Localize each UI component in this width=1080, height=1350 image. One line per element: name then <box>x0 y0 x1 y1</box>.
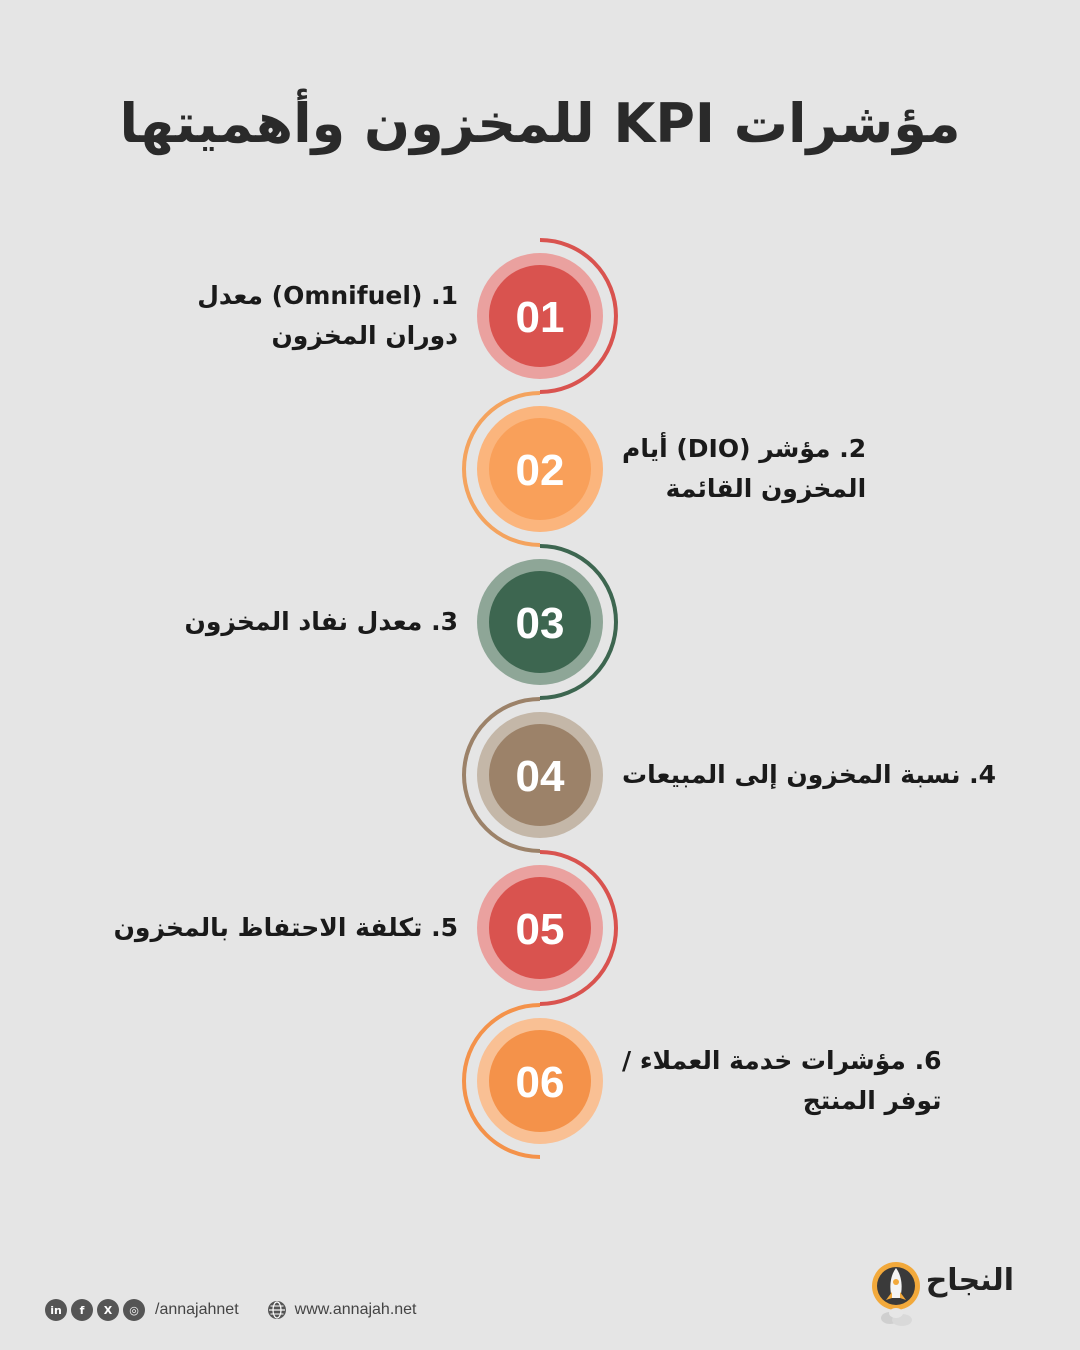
globe-icon <box>267 1300 287 1320</box>
linkedin-icon[interactable]: in <box>45 1299 67 1321</box>
brand-name: النجاح <box>925 1263 1014 1298</box>
kpi-label-04 <box>622 755 996 795</box>
x-icon[interactable]: X <box>97 1299 119 1321</box>
step-number: 01 <box>515 293 565 342</box>
kpi-label-03 <box>185 602 459 642</box>
kpi-label-line: 1. (Omnifuel) معدل <box>197 281 458 310</box>
kpi-step-05 <box>477 852 616 1004</box>
step-number: 02 <box>515 446 565 495</box>
kpi-label-line: 4. نسبة المخزون إلى المبيعات <box>622 760 997 789</box>
kpi-label-line: 2. مؤشر (DIO) أيام <box>622 434 867 463</box>
kpi-label-05 <box>114 908 458 948</box>
kpi-label-line: 5. تكلفة الاحتفاظ بالمخزون <box>113 913 458 942</box>
step-number: 04 <box>515 752 565 801</box>
kpi-step-02 <box>464 393 603 545</box>
instagram-icon[interactable]: ◎ <box>123 1299 145 1321</box>
kpi-label-02 <box>622 429 866 509</box>
rocket-icon <box>872 1262 920 1326</box>
website-link[interactable]: www.annajah.net <box>294 1301 417 1318</box>
kpi-label-line: المخزون القائمة <box>665 474 867 503</box>
kpi-label-line: 6. مؤشرات خدمة العملاء / <box>622 1046 942 1075</box>
kpi-step-04 <box>464 699 603 851</box>
step-number: 03 <box>515 599 565 648</box>
kpi-label-06 <box>622 1041 942 1121</box>
kpi-label-line: 3. معدل نفاد المخزون <box>184 607 458 636</box>
kpi-label-line: دوران المخزون <box>271 321 458 350</box>
kpi-label-01 <box>197 276 458 356</box>
social-handle[interactable]: /annajahnet <box>155 1301 239 1318</box>
footer <box>45 1298 417 1322</box>
kpi-step-01 <box>477 240 616 392</box>
kpi-step-03 <box>477 546 616 698</box>
step-number: 05 <box>515 905 565 954</box>
kpi-step-06 <box>464 1005 603 1157</box>
page-title: مؤشرات KPI للمخزون وأهميتها <box>119 92 961 155</box>
step-number: 06 <box>515 1058 565 1107</box>
kpi-label-line: توفر المنتج <box>802 1086 942 1115</box>
facebook-icon[interactable]: f <box>71 1299 93 1321</box>
